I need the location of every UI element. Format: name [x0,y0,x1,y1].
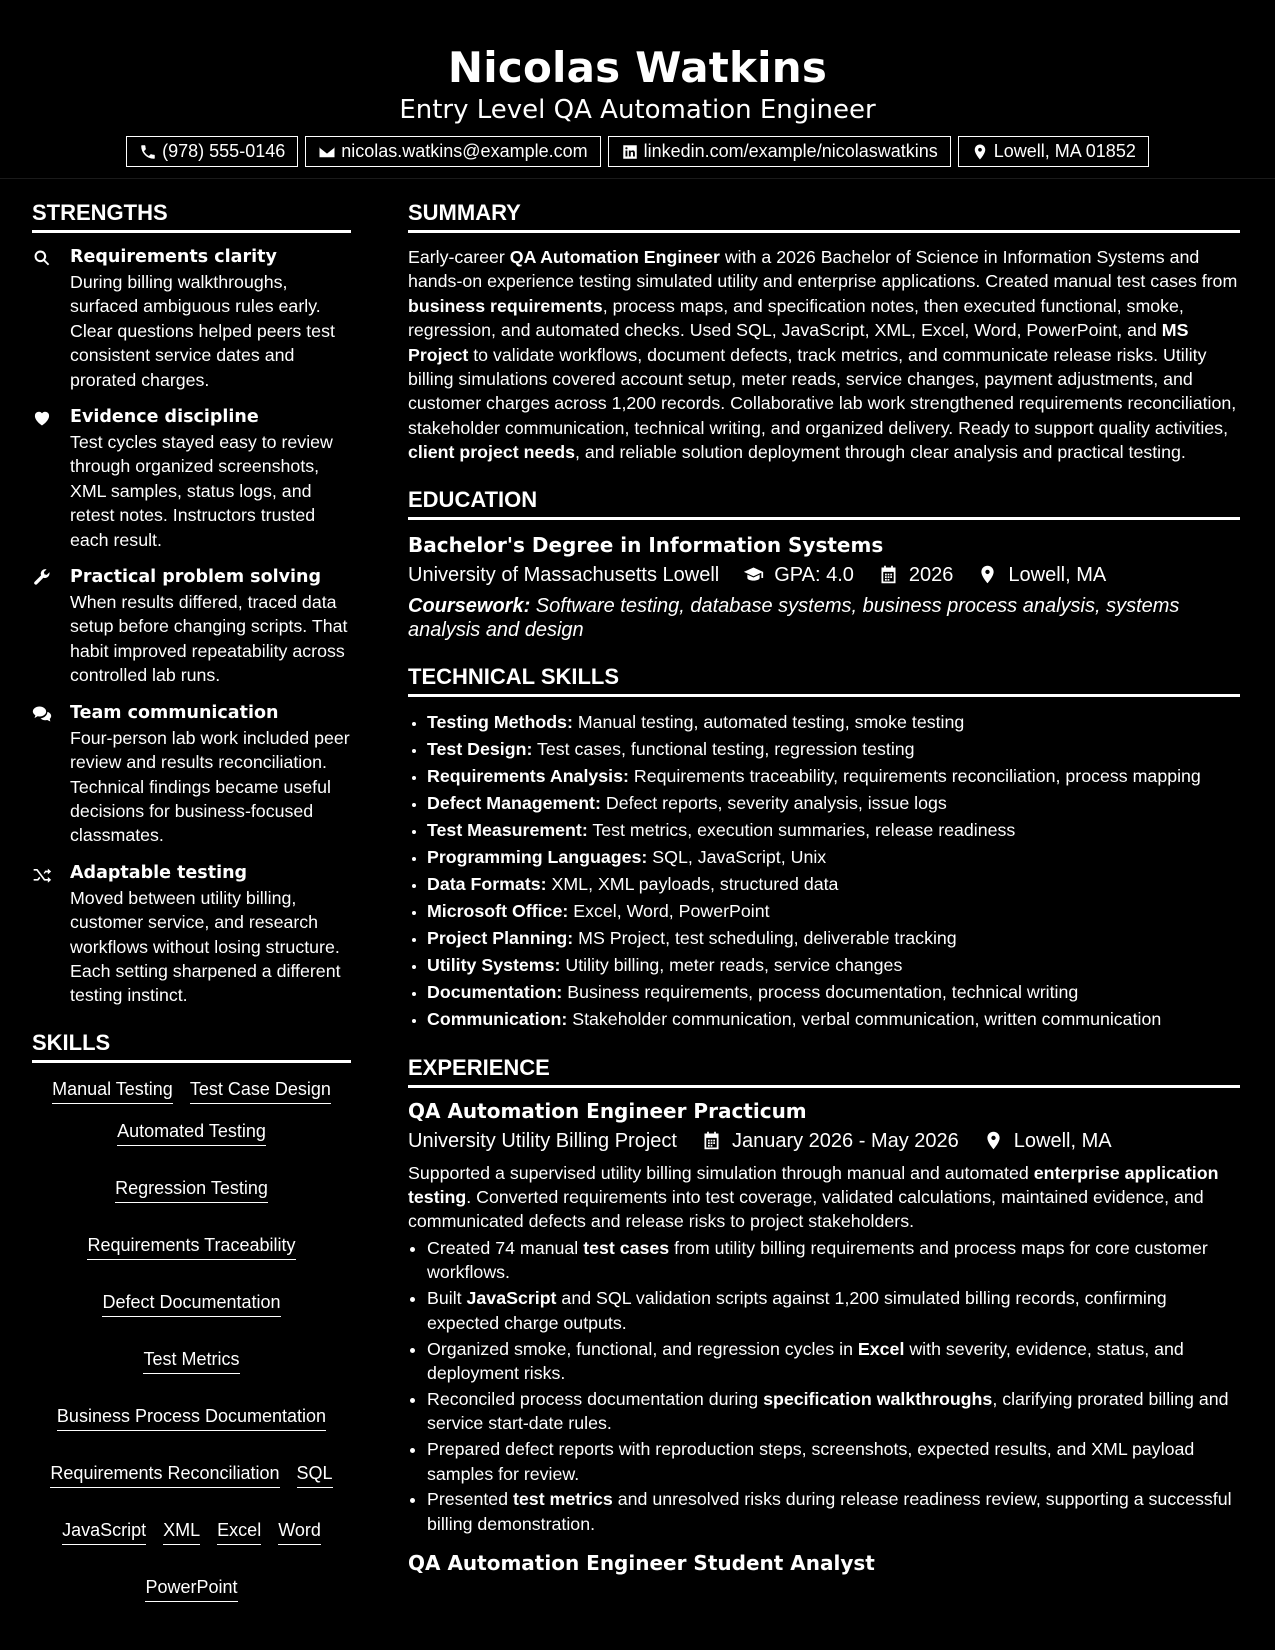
text-run: to validate workflows, document defects, track metrics, and communicate release risks. Utility billing simulations covered account setup, meter reads, service changes, payment adjustments, and customer charges across 1,200 records. Collaborative lab work strengthened requirements reconciliation, stakeholder communication, technical writing, and organized delivery. Ready to support quality activities, [408,344,1237,438]
envelope-icon [318,143,336,161]
contact-email[interactable] [305,136,600,167]
skill-label: Programming Languages: [427,846,648,867]
skill-tag: Defect Documentation [102,1290,280,1317]
skill-tag: PowerPoint [145,1575,237,1602]
resume-header [0,0,1275,179]
contact-location [958,136,1149,167]
calendar-icon [701,1130,722,1151]
skill-label: Test Measurement: [427,819,588,840]
text-run: from utility billing requirements and process maps for core customer workflows. [427,1237,1208,1283]
emphasis-text: QA Automation Engineer [509,247,720,267]
contact-email-text: nicolas.watkins@example.com [341,141,588,161]
text-run: , and reliable solution deployment through clear analysis and practical testing. [575,442,1186,463]
map-pin-icon [977,564,998,585]
job-dates: January 2026 - May 2026 [731,1129,959,1152]
skill-tag: Manual Testing [52,1077,173,1104]
text-run: and unresolved risks during release readiness review, supporting a successful billing demonstration. [427,1489,1232,1534]
linkedin-icon [621,143,639,161]
skill-value: MS Project, test scheduling, deliverable tracking [573,927,957,948]
skill-value: Stakeholder communication, verbal communication, written communication [567,1008,1162,1029]
technical-skills-list [408,709,1240,1033]
text-run: Built [427,1288,467,1309]
contact-phone-text: (978) 555-0146 [162,141,286,161]
technical-skills-heading: TECHNICAL SKILLS [408,660,1240,697]
text-run: Early-career [408,247,510,267]
skill-label: Project Planning: [427,927,574,948]
strength-text: Moved between utility billing, customer service, and research workflows without losing structure. Each setting sharpened a different testing instinct. [70,887,341,1006]
skill-value: Requirements traceability, requirements reconciliation, process mapping [628,765,1201,786]
strength-text: Test cycles stayed easy to review through organized screenshots, XML samples, status logs, and retest notes. Instructors trusted each result. [70,432,333,550]
job-title: QA Automation Engineer Practicum [408,1098,807,1123]
skill-label: Microsoft Office: [427,900,569,921]
map-pin-icon [983,1130,1004,1151]
candidate-name: Nicolas Watkins [447,43,828,92]
skills-heading: SKILLS [32,1026,351,1063]
emphasis-text: JavaScript [466,1288,557,1309]
comments-icon [32,704,52,724]
skill-value: Business requirements, process documentation, technical writing [562,981,1079,1002]
skill-value: SQL, JavaScript, Unix [647,846,827,867]
wrench-icon [32,568,52,588]
summary-text [408,245,1240,465]
text-run: Created 74 manual [427,1237,584,1258]
coursework-label: Coursework: [408,594,531,617]
skill-value: Test metrics, execution summaries, release readiness [587,819,1016,840]
job-bullet [427,1337,1240,1386]
skill-tag: SQL [297,1461,333,1488]
skill-value: Defect reports, severity analysis, issue logs [600,792,947,813]
summary-heading: SUMMARY [408,196,1240,233]
text-run: with severity, evidence, status, and deployment risks. [427,1338,1184,1383]
contact-linkedin-text: linkedin.com/example/nicolaswatkins [643,141,938,161]
emphasis-text: test metrics [513,1489,613,1510]
technical-skill-item [427,763,1240,790]
education-meta [408,560,1240,590]
strength-title: Evidence discipline [70,407,259,428]
skill-tag: Test Case Design [190,1077,331,1104]
text-run: and SQL validation scripts against 1,200 simulated billing records, confirming expected charge outputs. [427,1288,1167,1333]
left-column [32,196,351,1602]
skill-tag: Regression Testing [115,1176,268,1203]
skill-tag: Automated Testing [117,1119,266,1146]
text-run: with a 2026 Bachelor of Science in Information Systems and hands-on experience testing simulated utility and enterprise applications. Created manual test cases from [408,247,1238,292]
shuffle-icon [32,864,52,884]
skill-value: XML, XML payloads, structured data [546,873,839,894]
technical-skill-item [427,844,1240,871]
strength-title: Practical problem solving [70,567,322,588]
skill-value: Test cases, functional testing, regression testing [532,738,915,759]
skill-tag: Word [278,1518,321,1545]
candidate-headline: Entry Level QA Automation Engineer [399,95,876,125]
phone-icon [139,143,157,161]
text-run: Reconciled process documentation during [427,1388,764,1409]
skill-tag: XML [163,1518,200,1545]
gpa: GPA: 4.0 [774,563,854,586]
skill-label: Documentation: [427,981,563,1002]
skill-tag: Test Metrics [143,1347,239,1374]
job-location: Lowell, MA [1013,1129,1112,1152]
text-run: Supported a supervised utility billing simulation through manual and automated [408,1162,1034,1183]
skill-label: Testing Methods: [427,711,573,732]
technical-skill-item [427,898,1240,925]
strength-item [32,565,351,688]
strength-item [32,405,351,552]
strength-title: Adaptable testing [70,862,248,883]
technical-skill-item [427,709,1240,736]
job-title: QA Automation Engineer Student Analyst [408,1551,875,1576]
calendar-icon [878,564,899,585]
skill-tag: JavaScript [62,1518,146,1545]
text-run: Organized smoke, functional, and regression cycles in [427,1338,858,1359]
school-name: University of Massachusetts Lowell [408,563,720,586]
strengths-heading: STRENGTHS [32,196,351,233]
emphasis-text: test cases [583,1237,670,1258]
skill-value: Excel, Word, PowerPoint [568,900,770,921]
degree-title: Bachelor's Degree in Information Systems [408,532,884,557]
technical-skill-item [427,925,1240,952]
skill-label: Test Design: [427,738,533,759]
text-run: , clarifying prorated billing and service start-date rules. [427,1388,1229,1434]
strength-item [32,861,351,1008]
right-column [408,196,1240,1578]
coursework [408,594,1240,642]
job-bullet [427,1387,1240,1436]
heart-icon [32,408,52,428]
strength-text: During billing walkthroughs, surfaced ambiguous rules early. Clear questions helped peers test consistent service dates and prorated charges. [70,272,335,390]
job-bullet [427,1437,1240,1486]
strength-title: Team communication [70,702,279,723]
technical-skill-item [427,736,1240,763]
skill-tag: Requirements Reconciliation [50,1461,279,1488]
emphasis-text: specification walkthroughs [763,1388,993,1409]
skill-tag: Business Process Documentation [57,1404,326,1431]
skill-value: Utility billing, meter reads, service changes [560,954,903,975]
job-bullets [408,1236,1240,1536]
skill-label: Requirements Analysis: [427,765,629,786]
education-location: Lowell, MA [1008,563,1107,586]
strength-item [32,245,351,392]
job-bullet [427,1286,1240,1335]
experience-heading: EXPERIENCE [408,1051,1240,1088]
coursework-text: Software testing, database systems, business process analysis, systems analysis and design [408,594,1180,641]
emphasis-text: enterprise application testing [408,1162,1219,1208]
contact-phone[interactable] [126,136,298,167]
emphasis-text: Excel [857,1338,905,1359]
strength-text: When results differed, traced data setup before changing scripts. That habit improved repeatability across controlled lab runs. [70,592,348,686]
strength-title: Requirements clarity [70,247,277,267]
skill-label: Data Formats: [427,873,547,894]
skill-label: Utility Systems: [427,954,561,975]
skills-list [32,1073,351,1602]
education-heading: EDUCATION [408,483,1240,520]
skill-value: Manual testing, automated testing, smoke testing [572,711,965,732]
skill-tag: Excel [217,1518,261,1545]
emphasis-text: MS Project [408,320,1189,365]
contact-bar [0,136,1275,167]
job-bullet [427,1236,1240,1285]
map-pin-icon [971,143,989,161]
contact-linkedin[interactable] [608,136,951,167]
skill-label: Communication: [427,1008,568,1029]
technical-skill-item [427,952,1240,979]
graduation-year: 2026 [908,563,954,586]
technical-skill-item [427,979,1240,1006]
strength-item [32,701,351,848]
job-intro [408,1161,1240,1234]
technical-skill-item [427,871,1240,898]
contact-location-text: Lowell, MA 01852 [993,141,1136,161]
technical-skill-item [427,817,1240,844]
text-run: Prepared defect reports with reproduction steps, screenshots, expected results, and XML payload samples for review. [427,1439,1195,1484]
job-organization: University Utility Billing Project [408,1129,677,1152]
emphasis-text: client project needs [408,442,575,463]
skill-tag: Requirements Traceability [87,1233,295,1260]
search-icon [32,248,52,268]
graduation-cap-icon [743,564,764,585]
skill-label: Defect Management: [427,792,601,813]
strength-text: Four-person lab work included peer review and results reconciliation. Technical findings became useful decisions for business-focused classmates. [70,727,350,846]
text-run: , process maps, and specification notes, then executed functional, smoke, regression, and automated checks. Used SQL, JavaScript, XML, Excel, Word, PowerPoint, and [408,295,1184,341]
job-bullet [427,1487,1240,1536]
technical-skill-item [427,1006,1240,1033]
technical-skill-item [427,790,1240,817]
text-run: . Converted requirements into test coverage, validated calculations, maintained evidence, and communicated defects and release risks to project stakeholders. [408,1187,1204,1232]
text-run: Presented [427,1489,513,1510]
job-meta [408,1126,1240,1156]
emphasis-text: business requirements [408,295,603,316]
